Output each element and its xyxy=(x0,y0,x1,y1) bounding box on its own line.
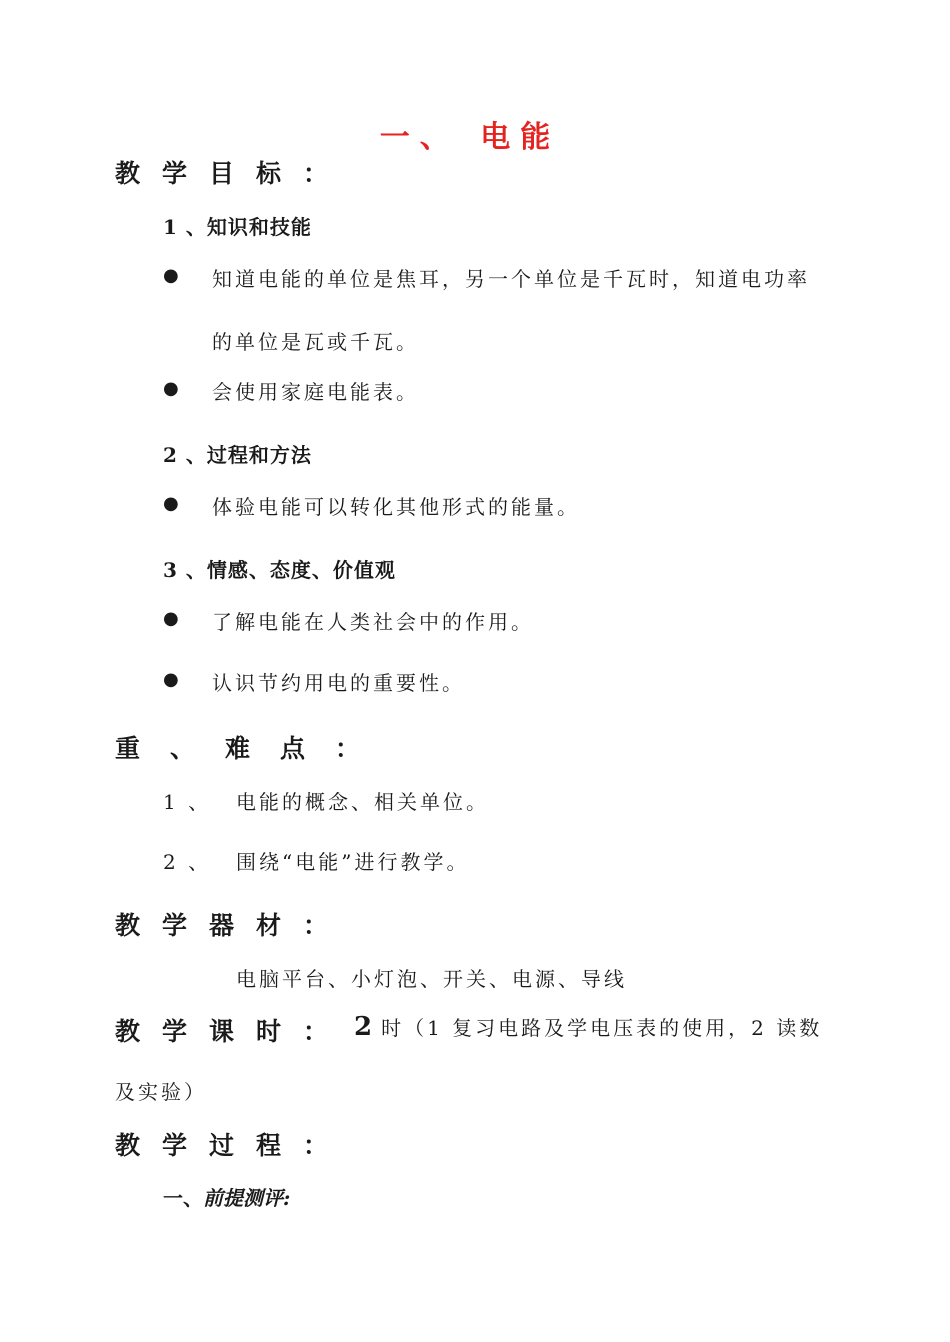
bullet-icon: ● xyxy=(163,669,179,690)
list-item-continuation: 的单位是瓦或千瓦。 xyxy=(212,330,419,354)
hours-heading: 教学课时： xyxy=(115,1017,351,1046)
keypoint-number: 2 、 xyxy=(163,850,212,874)
hours-text-continuation: 及实验） xyxy=(115,1080,207,1104)
bullet-icon: ● xyxy=(163,493,179,514)
process-heading: 教学过程： xyxy=(115,1131,351,1160)
process-step-title: 前提测评: xyxy=(203,1186,291,1210)
list-item: 了解电能在人类社会中的作用。 xyxy=(212,610,534,634)
list-item: 知道电能的单位是焦耳，另一个单位是千瓦时，知道电功率 xyxy=(212,267,810,291)
objectives-heading: 教学目标： xyxy=(115,159,351,188)
hours-line xyxy=(354,1012,822,1042)
list-item: 会使用家庭电能表。 xyxy=(212,380,419,404)
process-step-prefix: 一、 xyxy=(163,1186,203,1210)
list-item: 体验电能可以转化其他形式的能量。 xyxy=(212,495,580,519)
section-label-values: 3 、情感、态度、价值观 xyxy=(163,558,396,582)
hours-text: 时（1 复习电路及学电压表的使用，2 读数 xyxy=(381,1016,823,1040)
keypoint-number: 1 、 xyxy=(163,790,212,814)
page-title: 一、 电能 xyxy=(379,120,561,155)
equipment-heading: 教学器材： xyxy=(115,911,351,940)
hours-number: 2 xyxy=(354,1012,376,1042)
bullet-icon: ● xyxy=(163,265,179,286)
section-label-knowledge: 1 、知识和技能 xyxy=(163,215,312,239)
bullet-icon: ● xyxy=(163,608,179,629)
keypoint-text: 电能的概念、相关单位。 xyxy=(236,790,489,814)
section-label-process: 2 、过程和方法 xyxy=(163,443,312,467)
list-item: 认识节约用电的重要性。 xyxy=(212,671,465,695)
bullet-icon: ● xyxy=(163,378,179,399)
equipment-list: 电脑平台、小灯泡、开关、电源、导线 xyxy=(236,967,627,991)
process-step-label xyxy=(163,1182,290,1211)
keypoints-heading: 重、难点： xyxy=(115,734,391,763)
keypoint-text: 围绕“电能”进行教学。 xyxy=(236,850,470,874)
